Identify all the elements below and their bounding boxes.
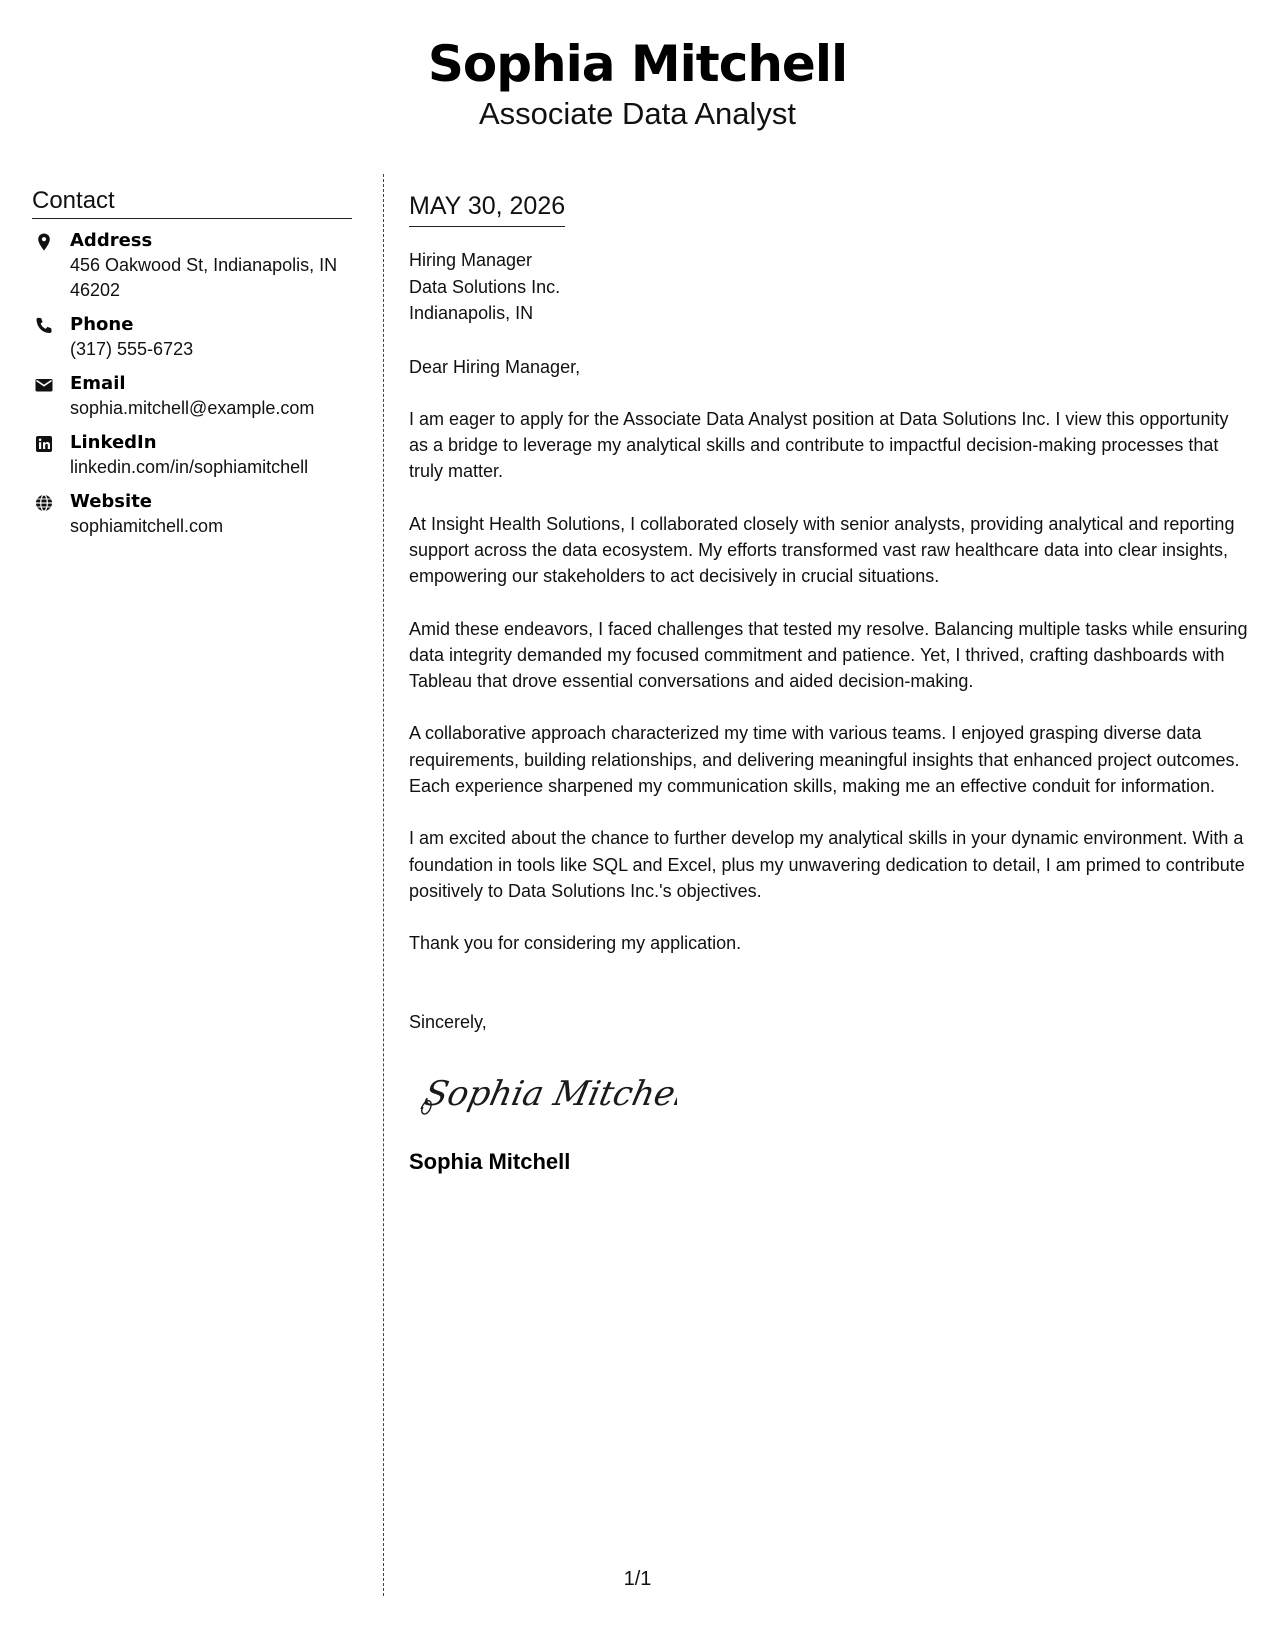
- contact-item-website: [32, 490, 352, 539]
- contact-label: Address: [70, 230, 153, 251]
- contact-label: Website: [70, 491, 153, 512]
- signer-name: Sophia Mitchell: [409, 1149, 571, 1175]
- body-paragraph: A collaborative approach characterized my time with various teams. I enjoyed grasping diverse data requirements, building relationships, and delivering meaningful insights that enhanced project outcomes. Each experience sharpened my communication skills, making me an effective conduit for information.: [409, 723, 1240, 797]
- body-paragraph: Thank you for considering my application.: [409, 933, 742, 954]
- column-divider: [383, 174, 384, 1596]
- body-paragraph: At Insight Health Solutions, I collaborated closely with senior analysts, providing analytical and reporting support across the data ecosystem. My efforts transformed vast raw healthcare data into clear insights, empowering our stakeholders to act decisively in crucial situations.: [409, 513, 1235, 587]
- letter-body: [409, 190, 1249, 1176]
- contact-value-website[interactable]: sophiamitchell.com: [70, 516, 224, 536]
- closing: Sincerely,: [409, 1011, 487, 1032]
- contact-value-linkedin[interactable]: linkedin.com/in/sophiamitchell: [70, 457, 309, 477]
- body-paragraph: I am excited about the chance to further develop my analytical skills in your dynamic environment. With a foundation in tools like SQL and Excel, plus my unwavering dedication to detail, I am primed to contribute positively to Data Solutions Inc.'s objectives.: [409, 828, 1245, 901]
- contact-value-address: 456 Oakwood St, Indianapolis, IN 46202: [70, 255, 338, 300]
- contact-item-address: [32, 229, 352, 303]
- contact-item-email: [32, 372, 352, 421]
- contact-item-phone: [32, 313, 352, 362]
- body-paragraph: I am eager to apply for the Associate Data Analyst position at Data Solutions Inc. I view this opportunity as a bridge to leverage my analytical skills and contribute to impactful decision-making processes that truly matter.: [409, 408, 1229, 482]
- recipient-line: Data Solutions Inc.: [409, 276, 561, 297]
- contact-value-phone: (317) 555-6723: [70, 339, 194, 359]
- linkedin-icon: [34, 434, 54, 454]
- recipient-line: Indianapolis, IN: [409, 303, 534, 323]
- contact-label: Phone: [70, 314, 134, 335]
- recipient-line: Hiring Manager: [409, 250, 533, 270]
- applicant-name: Sophia Mitchell: [427, 35, 848, 93]
- contact-label: Email: [70, 373, 126, 394]
- letter-header: [0, 34, 1275, 132]
- globe-icon: [34, 493, 54, 513]
- contact-item-linkedin: [32, 431, 352, 480]
- body-paragraph: Amid these endeavors, I faced challenges that tested my resolve. Balancing multiple tasks while ensuring data integrity demanded my focused commitment and patience. Yet, I thrived, crafting dashboards with Tableau that drove essential conversations and aided decision-making.: [409, 618, 1248, 692]
- applicant-job-title: Associate Data Analyst: [478, 96, 797, 131]
- contact-value-email[interactable]: sophia.mitchell@example.com: [70, 398, 315, 418]
- page-number: 1/1: [623, 1568, 652, 1590]
- envelope-icon: [34, 375, 54, 395]
- salutation: Dear Hiring Manager,: [409, 356, 581, 377]
- letter-date: MAY 30, 2026: [409, 190, 565, 227]
- contact-heading: Contact: [32, 186, 352, 219]
- signature-text: Sophia Mitchell: [420, 1074, 677, 1114]
- map-pin-icon: [34, 232, 54, 252]
- phone-icon: [34, 316, 54, 336]
- handwritten-signature: [417, 1065, 677, 1121]
- contact-sidebar: [32, 186, 352, 539]
- recipient-block: [409, 247, 1249, 327]
- contact-label: LinkedIn: [70, 432, 157, 453]
